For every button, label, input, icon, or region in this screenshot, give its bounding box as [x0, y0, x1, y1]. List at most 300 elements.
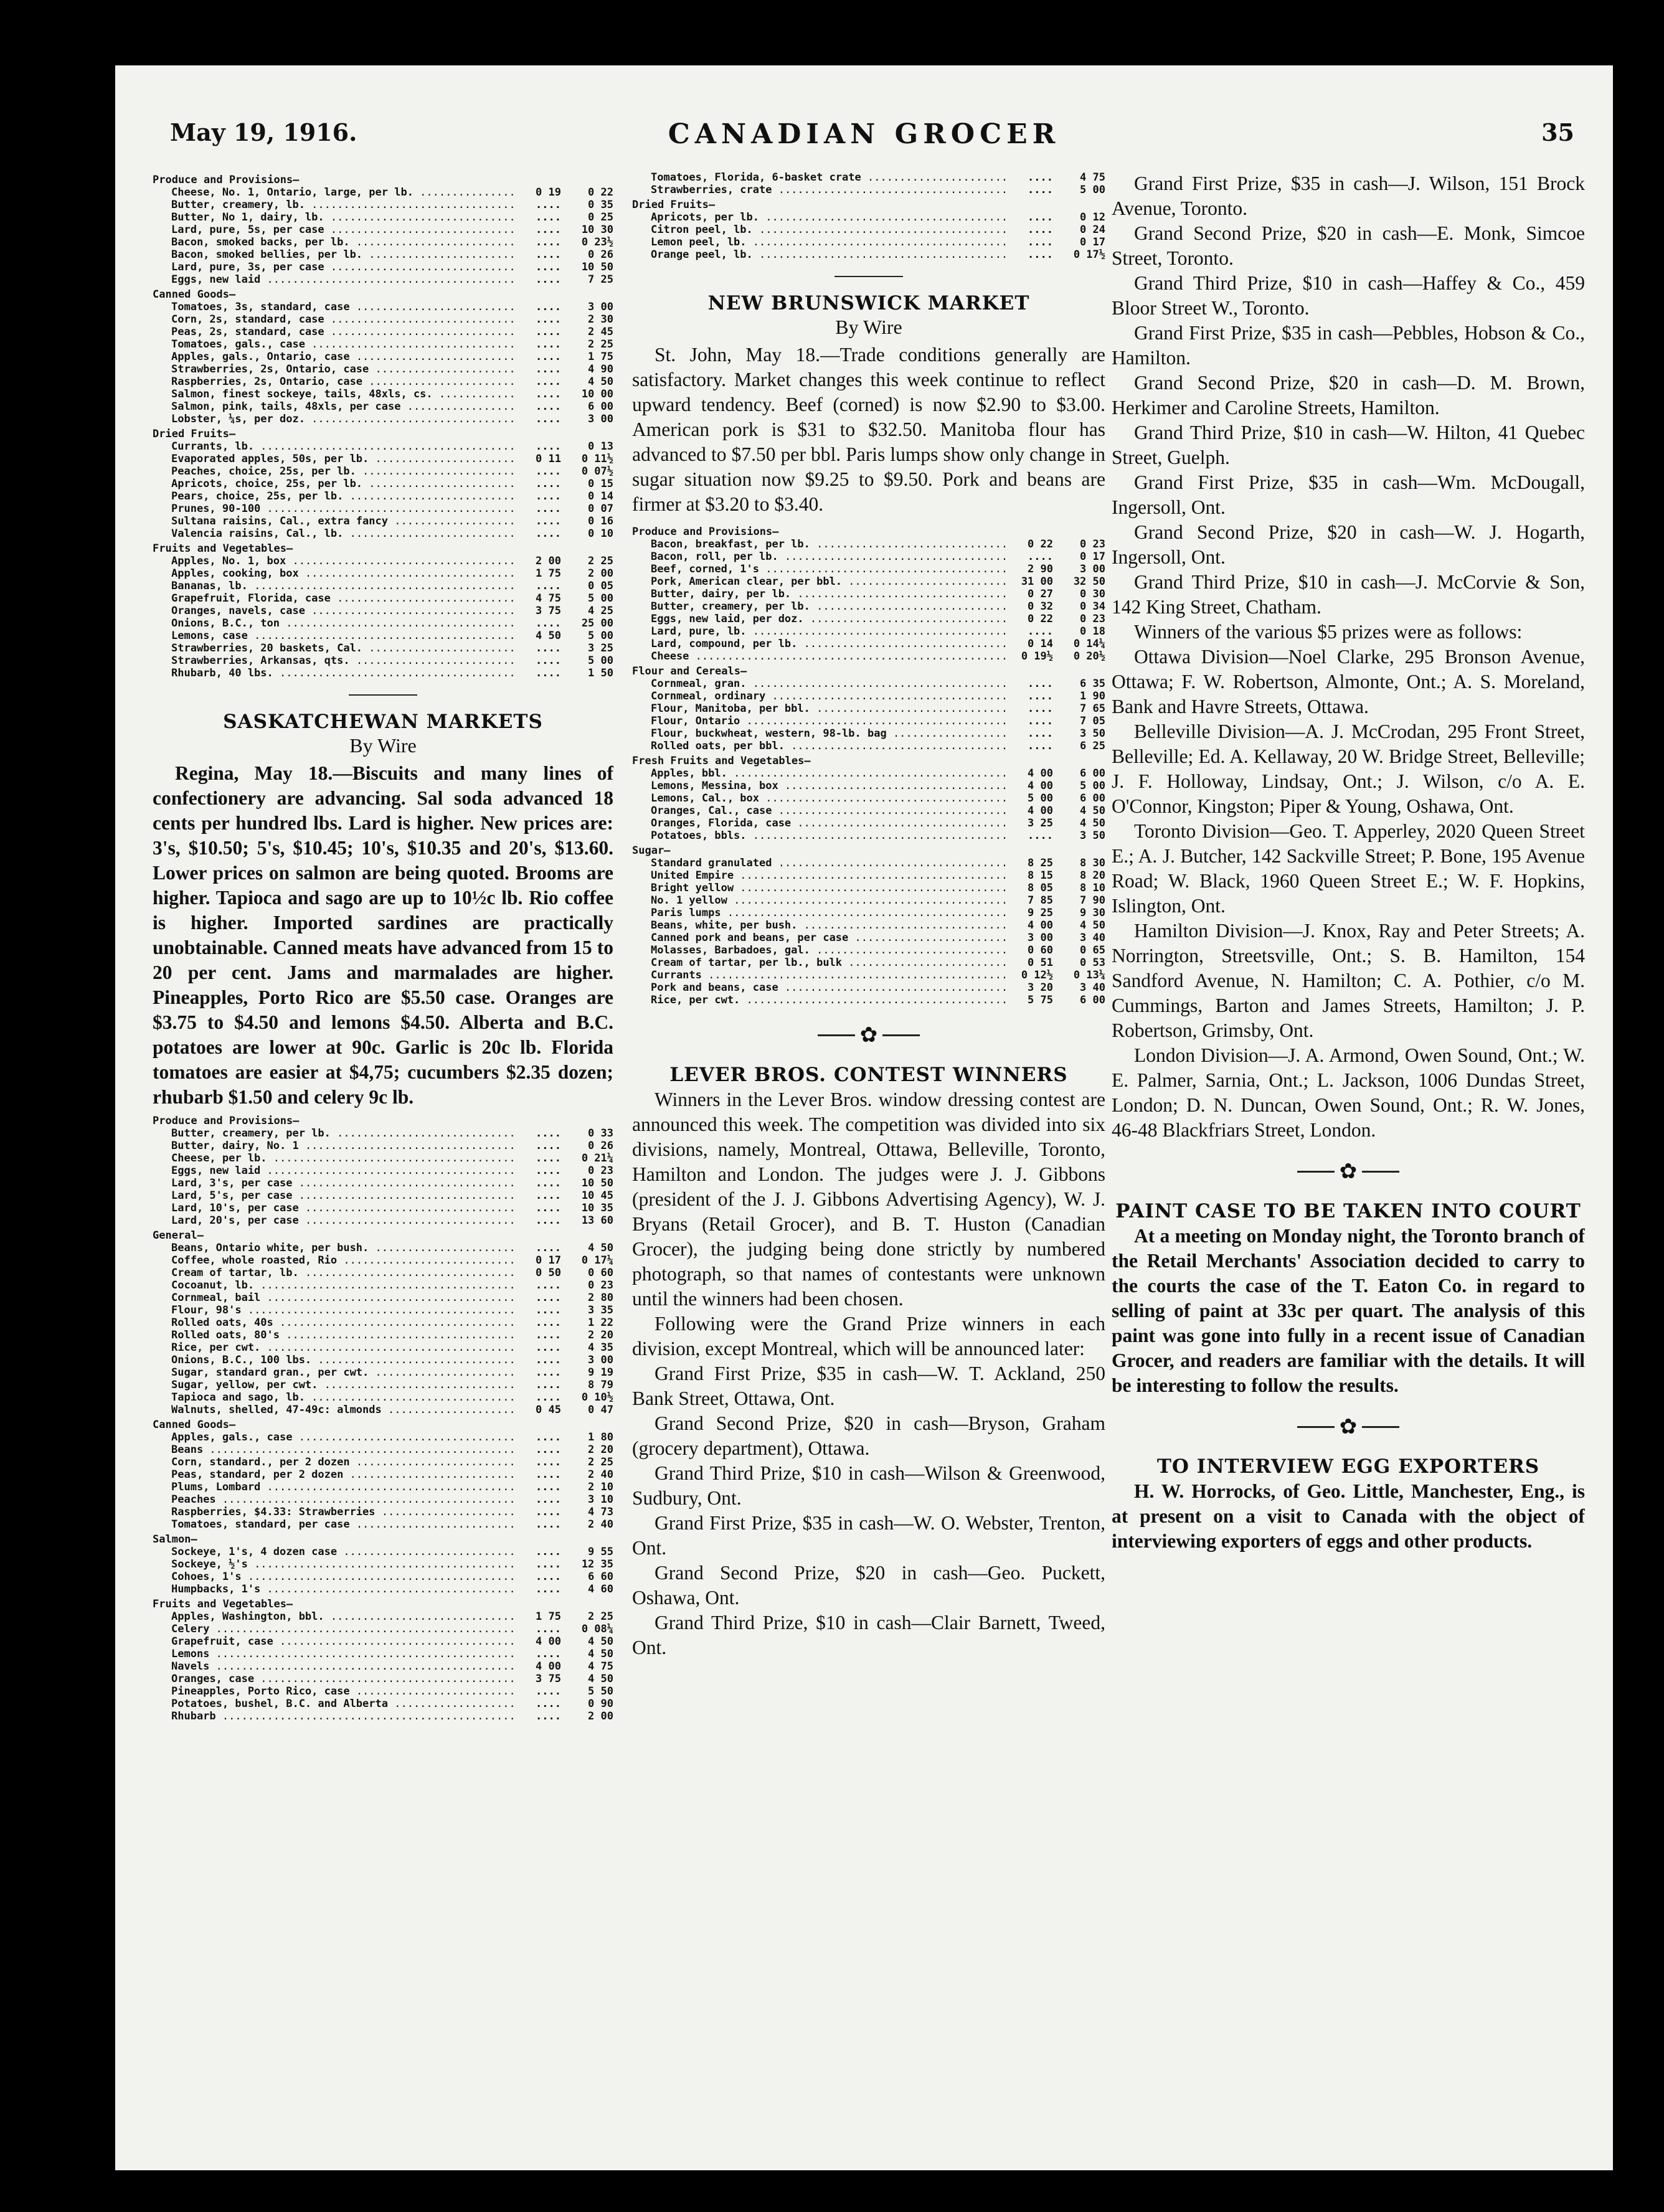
- price-row: [153, 1610, 613, 1623]
- price-item: Lemons, case .....: [171, 630, 518, 642]
- price-row: [632, 727, 1105, 740]
- price-item: Potatoes, bbls. .....: [651, 830, 1009, 842]
- price-row: [632, 171, 1105, 184]
- price-row: [153, 1189, 613, 1202]
- price-item: Butter, dairy, per lb. .....: [651, 588, 1009, 600]
- price-row: [153, 224, 613, 236]
- price-item: Rolled oats, 40s .....: [171, 1316, 518, 1329]
- price-high: 6 00: [588, 400, 613, 413]
- ontario-price-list: [153, 174, 613, 679]
- price-low: ....: [1028, 551, 1053, 563]
- price-row: [153, 630, 613, 642]
- price-row: [153, 555, 613, 567]
- article-paragraph: London Division—J. A. Armond, Owen Sound, Ont.; W. E. Palmer, Sarnia, Ont.; L. Jackson, 1006 Dundas Street, London; D. N. Duncan, Owen Sound, Ont.; R. W. Jones, 46-48 Blackfriars Street, London.: [1112, 1044, 1585, 1141]
- price-low: 3 75: [536, 605, 561, 617]
- article-paragraph: Grand Second Prize, $20 in cash—Geo. Puckett, Oshawa, Ont.: [632, 1562, 1105, 1609]
- ornament-divider: [1112, 1414, 1585, 1439]
- price-row: [153, 376, 613, 388]
- price-item: Lard, 10's, per case .....: [171, 1202, 518, 1214]
- price-row: [153, 655, 613, 667]
- price-low: ....: [1028, 830, 1053, 842]
- price-low: 1 75: [536, 1610, 561, 1623]
- new-brunswick-report: St. John, May 18.—Trade conditions generally are satisfactory. Market changes this week continue to reflect upward tendency. Beef (corned) is now $2.90 to $3.00. American pork is $31 to $32.50. Manitoba flour has advanced to $7.50 per bbl. Paris lumps show only change in sugar situation now $9.25 to $9.50. Pork and beans are firmer at $3.20 to $3.40.: [632, 344, 1105, 515]
- article-paragraph: Grand Third Prize, $10 in cash—Haffey & Co., 459 Bloor Street W., Toronto.: [1112, 272, 1585, 319]
- price-low: ....: [536, 503, 561, 515]
- price-category: Salmon—: [153, 1533, 197, 1546]
- article-paragraph: Grand Third Prize, $10 in cash—J. McCorvie & Son, 142 King Street, Chatham.: [1112, 571, 1585, 618]
- price-low: ....: [536, 1431, 561, 1444]
- saskatchewan-byline: By Wire: [349, 734, 417, 757]
- price-low: ....: [536, 301, 561, 313]
- price-row: [632, 650, 1105, 663]
- price-high: 4 75: [1080, 171, 1105, 184]
- price-item: Apples, gals., Ontario, case .....: [171, 351, 518, 363]
- price-high: 6 25: [1080, 740, 1105, 752]
- price-high: 6 00: [1080, 994, 1105, 1006]
- price-row: [153, 617, 613, 630]
- price-high: 2 00: [588, 567, 613, 580]
- price-row: [153, 1660, 613, 1673]
- price-low: ....: [536, 1493, 561, 1506]
- price-row: [153, 301, 613, 313]
- article-paragraph: Grand Third Prize, $10 in cash—Clair Barnett, Tweed, Ont.: [632, 1612, 1105, 1658]
- price-item: Bright yellow .....: [651, 882, 1009, 894]
- price-item: Citron peel, lb. .....: [651, 224, 1009, 236]
- price-item: Onions, B.C., ton .....: [171, 617, 518, 630]
- price-low: 0 22: [1028, 538, 1053, 551]
- price-low: ....: [536, 1506, 561, 1518]
- price-low: 2 90: [1028, 563, 1053, 575]
- price-row: [632, 830, 1105, 842]
- price-high: 4 60: [588, 1583, 613, 1595]
- price-item: Cohoes, 1's .....: [171, 1571, 518, 1583]
- price-row: [632, 563, 1105, 575]
- price-category: Produce and Provisions—: [153, 174, 300, 186]
- price-low: ....: [536, 1379, 561, 1391]
- article-paragraph: Grand First Prize, $35 in cash—Pebbles, Hobson & Co., Hamilton.: [1112, 322, 1585, 369]
- price-low: ....: [536, 465, 561, 478]
- price-row: [632, 894, 1105, 907]
- price-high: 4 50: [1080, 805, 1105, 817]
- price-item: Peaches, choice, 25s, per lb. .....: [171, 465, 518, 478]
- article-paragraph: Grand Third Prize, $10 in cash—W. Hilton, 41 Quebec Street, Guelph.: [1112, 422, 1585, 468]
- price-high: 2 00: [588, 1710, 613, 1723]
- price-item: Currants .....: [651, 969, 1009, 981]
- column-1: [153, 171, 613, 2152]
- price-row: [153, 1152, 613, 1165]
- price-item: Strawberries, crate .....: [651, 184, 1009, 196]
- price-low: ....: [536, 478, 561, 490]
- price-item: Walnuts, shelled, 47-49c: almonds .....: [171, 1404, 518, 1416]
- price-high: 0 17½: [1073, 248, 1105, 261]
- price-low: ....: [536, 1648, 561, 1660]
- price-row: [153, 1391, 613, 1404]
- price-item: Rolled oats, per bbl. .....: [651, 740, 1009, 752]
- price-high: 7 25: [588, 273, 613, 286]
- paint-case-heading: PAINT CASE TO BE TAKEN INTO COURT: [1115, 1200, 1581, 1222]
- price-row: [153, 1127, 613, 1140]
- price-row: [632, 236, 1105, 248]
- price-high: 2 80: [588, 1292, 613, 1304]
- price-row: [153, 1177, 613, 1189]
- price-item: Humpbacks, 1's .....: [171, 1583, 518, 1595]
- price-low: ....: [536, 388, 561, 400]
- price-item: Bacon, roll, per lb. .....: [651, 551, 1009, 563]
- price-category: Sugar—: [632, 844, 671, 857]
- price-item: Sugar, yellow, per cwt. .....: [171, 1379, 518, 1391]
- price-row: [153, 1506, 613, 1518]
- price-low: ....: [536, 667, 561, 679]
- paint-case-article: At a meeting on Monday night, the Toronto branch of the Retail Merchants' Association decided to carry to the courts the case of the T. Eaton Co. in regard to selling of paint at 33c per quart. The analysis of this paint was gone into fully in a recent issue of Canadian Grocer, and readers are familiar with the details. It will be interesting to follow the results.: [1112, 1225, 1585, 1396]
- price-item: Salmon, pink, tails, 48xls, per case .....: [171, 400, 518, 413]
- price-row: [632, 780, 1105, 792]
- price-item: Butter, No 1, dairy, lb. .....: [171, 211, 518, 224]
- price-high: 8 10: [1080, 882, 1105, 894]
- price-high: 2 25: [588, 338, 613, 351]
- price-low: ....: [536, 400, 561, 413]
- price-item: Tapioca and sago, lb. .....: [171, 1391, 518, 1404]
- price-row: [153, 1304, 613, 1316]
- price-low: ....: [1028, 678, 1053, 690]
- price-row: [153, 527, 613, 540]
- price-low: ....: [536, 1316, 561, 1329]
- price-high: 2 40: [588, 1468, 613, 1481]
- price-high: 6 00: [1080, 767, 1105, 780]
- price-row: [153, 1571, 613, 1583]
- price-item: Lard, 5's, per case .....: [171, 1189, 518, 1202]
- price-item: Pineapples, Porto Rico, case .....: [171, 1685, 518, 1698]
- article-paragraph: Ottawa Division—Noel Clarke, 295 Bronson Avenue, Ottawa; F. W. Robertson, Almonte, Ont.; A. S. Moreland, Bank and Havre Streets, Ottawa.: [1112, 646, 1585, 717]
- price-row: [153, 1546, 613, 1558]
- price-item: Grapefruit, case .....: [171, 1635, 518, 1648]
- price-row: [153, 642, 613, 655]
- egg-exporters-heading: TO INTERVIEW EGG EXPORTERS: [1156, 1455, 1540, 1478]
- price-low: ....: [1028, 727, 1053, 740]
- price-item: Cheese, No. 1, Ontario, large, per lb. .....: [171, 186, 518, 199]
- price-item: Bacon, breakfast, per lb. .....: [651, 538, 1009, 551]
- price-row: [632, 575, 1105, 588]
- page-number: 35: [1541, 118, 1574, 146]
- price-low: ....: [536, 248, 561, 261]
- price-high: 0 26: [588, 248, 613, 261]
- price-high: 0 17: [1080, 551, 1105, 563]
- new-brunswick-byline: By Wire: [835, 316, 902, 338]
- price-high: 5 50: [588, 1685, 613, 1698]
- article-paragraph: Hamilton Division—J. Knox, Ray and Peter Streets; A. Norrington, Streetsville, Ont.; S. B. Hamilton, 154 Sandford Avenue, N. Hamilton; C. A. Pothier, c/o M. Cummings, Barton and James Streets, Hamilton; J. P. Robertson, Grimsby, Ont.: [1112, 920, 1585, 1041]
- price-low: 4 75: [536, 592, 561, 605]
- price-category: Produce and Provisions—: [632, 526, 779, 538]
- price-high: 4 35: [588, 1341, 613, 1354]
- price-high: 9 30: [1080, 907, 1105, 919]
- price-row: [632, 613, 1105, 625]
- price-low: ....: [536, 1518, 561, 1531]
- price-high: 2 30: [588, 313, 613, 326]
- price-item: Butter, dairy, No. 1 .....: [171, 1140, 518, 1152]
- price-item: Oranges, Cal., case .....: [651, 805, 1009, 817]
- price-high: 25 00: [581, 617, 613, 630]
- lever-contest-article-continued: [1112, 171, 1585, 1143]
- price-row: [153, 413, 613, 425]
- price-row: [632, 817, 1105, 830]
- price-item: Lard, pure, 5s, per case .....: [171, 224, 518, 236]
- price-high: 0 05: [588, 580, 613, 592]
- price-item: Butter, creamery, lb. .....: [171, 199, 518, 211]
- price-row: [153, 199, 613, 211]
- price-item: Raspberries, 2s, Ontario, case .....: [171, 376, 518, 388]
- price-high: 2 20: [588, 1329, 613, 1341]
- price-low: 0 19: [536, 186, 561, 199]
- article-paragraph: Grand First Prize, $35 in cash—W. T. Ackland, 250 Bank Street, Ottawa, Ont.: [632, 1363, 1105, 1409]
- price-low: 0 32: [1028, 600, 1053, 613]
- price-high: 4 50: [588, 1673, 613, 1685]
- lever-contest-article: [632, 1087, 1105, 1660]
- price-low: ....: [1028, 211, 1053, 224]
- price-high: 0 07: [588, 503, 613, 515]
- price-low: 2 00: [536, 555, 561, 567]
- price-low: ....: [536, 1710, 561, 1723]
- price-row: [153, 1379, 613, 1391]
- price-item: Apples, No. 1, box .....: [171, 555, 518, 567]
- price-high: 13 60: [581, 1214, 613, 1227]
- price-low: 4 00: [1028, 805, 1053, 817]
- price-item: Peas, 2s, standard, case .....: [171, 326, 518, 338]
- price-high: 0 13¼: [1073, 969, 1105, 981]
- price-high: 9 19: [588, 1366, 613, 1379]
- saskatchewan-report: Regina, May 18.—Biscuits and many lines of confectionery are advancing. Sal soda advanced 18 cents per hundred lbs. Lard is higher. New prices are: 3's, $10.50; 5's, $10.45; 10's, $10.35 and 20's, $13.60. Lower prices on salmon are being quoted. Brooms are higher. Tapioca and sago are up to 10½c lb. Rio coffee is higher. Imported sardines are practically unobtainable. Canned meats have advanced from 15 to 20 per cent. Jams and marmalades are higher. Pineapples, Porto Rico are $5.50 case. Oranges are $3.75 to $4.50 and lemons $4.50. Alberta and B.C. potatoes are lower at 90c. Garlic is 20c lb. Florida tomatoes are easier at $4,75; cucumbers $2.35 dozen; rhubarb $1.50 and celery 9c lb.: [153, 762, 613, 1108]
- price-high: 5 00: [588, 592, 613, 605]
- price-low: 0 17: [536, 1254, 561, 1267]
- section-divider: [834, 276, 903, 277]
- price-category: Canned Goods—: [153, 1419, 236, 1431]
- price-row: [632, 184, 1105, 196]
- price-low: ....: [536, 655, 561, 667]
- price-high: 10 50: [581, 1177, 613, 1189]
- price-high: 0 17¼: [581, 1254, 613, 1267]
- price-row: [153, 1444, 613, 1456]
- price-low: ....: [536, 1558, 561, 1571]
- price-item: Bacon, smoked backs, per lb. .....: [171, 236, 518, 248]
- price-item: Oranges, navels, case .....: [171, 605, 518, 617]
- price-item: Celery .....: [171, 1623, 518, 1635]
- article-paragraph: Grand First Prize, $35 in cash—J. Wilson, 151 Brock Avenue, Toronto.: [1112, 173, 1585, 219]
- price-item: Rhubarb .....: [171, 1710, 518, 1723]
- price-low: ....: [536, 1202, 561, 1214]
- article-paragraph: Grand Second Prize, $20 in cash—D. M. Brown, Herkimer and Caroline Streets, Hamilton.: [1112, 372, 1585, 418]
- price-low: 3 25: [1028, 817, 1053, 830]
- price-high: 0 47: [588, 1404, 613, 1416]
- price-item: Molasses, Barbadoes, gal. .....: [651, 944, 1009, 957]
- price-row: [153, 1316, 613, 1329]
- article-paragraph: Winners of the various $5 prizes were as follows:: [1134, 621, 1523, 643]
- price-item: Potatoes, bushel, B.C. and Alberta .....: [171, 1698, 518, 1710]
- price-low: ....: [1028, 625, 1053, 638]
- price-row: [153, 186, 613, 199]
- price-item: Cream of tartar, per lb., bulk .....: [651, 957, 1009, 969]
- price-low: 1 75: [536, 567, 561, 580]
- price-low: 4 00: [1028, 919, 1053, 932]
- price-row: [153, 1165, 613, 1177]
- price-high: 10 00: [581, 388, 613, 400]
- price-high: 7 05: [1080, 715, 1105, 727]
- price-row: [632, 551, 1105, 563]
- price-low: 3 75: [536, 1673, 561, 1685]
- price-row: [153, 1292, 613, 1304]
- price-row: [153, 592, 613, 605]
- price-high: 10 30: [581, 224, 613, 236]
- price-row: [153, 667, 613, 679]
- flower-ornament-icon: ✿: [859, 1023, 878, 1047]
- price-row: [153, 1456, 613, 1468]
- price-high: 3 40: [1080, 981, 1105, 994]
- price-high: 3 00: [588, 413, 613, 425]
- price-low: 4 00: [1028, 767, 1053, 780]
- price-item: Sultana raisins, Cal., extra fancy .....: [171, 515, 518, 527]
- price-row: [632, 600, 1105, 613]
- price-high: 2 20: [588, 1444, 613, 1456]
- price-low: ....: [536, 1177, 561, 1189]
- price-item: Flour, buckwheat, western, 98-lb. bag .....: [651, 727, 1009, 740]
- price-high: 0 18: [1080, 625, 1105, 638]
- price-row: [153, 440, 613, 453]
- price-high: 10 35: [581, 1202, 613, 1214]
- price-high: 0 34: [1080, 600, 1105, 613]
- price-high: 0 13: [588, 440, 613, 453]
- new-brunswick-price-list: [632, 526, 1105, 1006]
- price-low: 5 00: [1028, 792, 1053, 805]
- price-category: Fresh Fruits and Vegetables—: [632, 755, 811, 767]
- price-low: ....: [536, 1329, 561, 1341]
- price-low: 31 00: [1021, 575, 1053, 588]
- price-high: 0 12: [1080, 211, 1105, 224]
- price-row: [632, 715, 1105, 727]
- price-row: [153, 1518, 613, 1531]
- price-row: [632, 224, 1105, 236]
- price-row: [153, 1583, 613, 1595]
- newspaper-page: [115, 65, 1613, 2170]
- price-row: [153, 248, 613, 261]
- price-high: 1 50: [588, 667, 613, 679]
- price-high: 4 50: [1080, 919, 1105, 932]
- issue-date: May 19, 1916.: [170, 118, 357, 146]
- price-high: 0 15: [588, 478, 613, 490]
- price-row: [153, 1431, 613, 1444]
- price-high: 0 30: [1080, 588, 1105, 600]
- price-item: Pears, choice, 25s, per lb. .....: [171, 490, 518, 503]
- price-low: 3 00: [1028, 932, 1053, 944]
- article-paragraph: Grand Second Prize, $20 in cash—W. J. Hogarth, Ingersoll, Ont.: [1112, 521, 1585, 568]
- price-high: 4 50: [588, 376, 613, 388]
- price-item: Tomatoes, gals., case .....: [171, 338, 518, 351]
- article-paragraph: Grand First Prize, $35 in cash—W. O. Webster, Trenton, Ont.: [632, 1512, 1105, 1559]
- price-low: ....: [536, 1698, 561, 1710]
- price-low: 4 00: [536, 1635, 561, 1648]
- price-row: [632, 211, 1105, 224]
- price-item: Bananas, lb. .....: [171, 580, 518, 592]
- price-low: ....: [536, 1583, 561, 1595]
- price-low: ....: [536, 1341, 561, 1354]
- price-item: Pork, American clear, per bbl. .....: [651, 575, 1009, 588]
- price-row: [153, 338, 613, 351]
- price-row: [153, 1341, 613, 1354]
- price-item: Eggs, new laid, per doz. .....: [651, 613, 1009, 625]
- article-paragraph: Belleville Division—A. J. McCrodan, 295 Front Street, Belleville; Ed. A. Kellaway, 20 W. Bridge Street, Belleville; J. F. Holloway, Lindsay, Ont.; J. Wilson, c/o A. E. O'Connor, Kingston; Piper & Young, Oshawa, Ont.: [1112, 721, 1585, 817]
- price-high: 0 24: [1080, 224, 1105, 236]
- price-high: 8 30: [1080, 857, 1105, 869]
- price-item: United Empire .....: [651, 869, 1009, 882]
- price-high: 1 80: [588, 1431, 613, 1444]
- price-row: [632, 981, 1105, 994]
- price-high: 7 90: [1080, 894, 1105, 907]
- price-category: General—: [153, 1229, 204, 1242]
- lever-contest-heading: LEVER BROS. CONTEST WINNERS: [669, 1064, 1068, 1086]
- price-high: 4 25: [588, 605, 613, 617]
- flower-ornament-icon: ✿: [1339, 1414, 1358, 1439]
- price-high: 8 20: [1080, 869, 1105, 882]
- price-item: Grapefruit, Florida, case .....: [171, 592, 518, 605]
- price-item: Beef, corned, 1's .....: [651, 563, 1009, 575]
- price-low: ....: [1028, 715, 1053, 727]
- price-item: Onions, B.C., 100 lbs. .....: [171, 1354, 518, 1366]
- price-low: ....: [536, 224, 561, 236]
- price-high: 1 22: [588, 1316, 613, 1329]
- price-item: Apples, gals., case .....: [171, 1431, 518, 1444]
- price-item: Cocoanut, lb. .....: [171, 1279, 518, 1292]
- price-item: Beans .....: [171, 1444, 518, 1456]
- price-row: [153, 515, 613, 527]
- price-row: [153, 567, 613, 580]
- price-high: 0 22: [588, 186, 613, 199]
- price-low: ....: [1028, 690, 1053, 702]
- price-low: ....: [536, 515, 561, 527]
- price-item: Apricots, per lb. .....: [651, 211, 1009, 224]
- price-high: 0 08¼: [581, 1623, 613, 1635]
- price-low: 7 85: [1028, 894, 1053, 907]
- price-low: ....: [1028, 224, 1053, 236]
- price-low: 9 25: [1028, 907, 1053, 919]
- price-row: [153, 1710, 613, 1723]
- price-low: ....: [536, 1279, 561, 1292]
- price-row: [153, 1635, 613, 1648]
- price-high: 5 00: [588, 655, 613, 667]
- price-item: Flour, Ontario .....: [651, 715, 1009, 727]
- price-category: Dried Fruits—: [632, 199, 716, 211]
- price-item: Cornmeal, bail .....: [171, 1292, 518, 1304]
- price-item: Lard, pure, 3s, per case .....: [171, 261, 518, 273]
- price-item: Valencia raisins, Cal., lb. .....: [171, 527, 518, 540]
- price-row: [153, 1558, 613, 1571]
- price-low: ....: [536, 351, 561, 363]
- price-row: [632, 588, 1105, 600]
- price-item: Lard, 20's, per case .....: [171, 1214, 518, 1227]
- price-item: Apples, Washington, bbl. .....: [171, 1610, 518, 1623]
- price-high: 0 25: [588, 211, 613, 224]
- price-row: [153, 1493, 613, 1506]
- price-item: Apricots, choice, 25s, per lb. .....: [171, 478, 518, 490]
- price-row: [632, 638, 1105, 650]
- price-row: [153, 1623, 613, 1635]
- price-item: Lemons .....: [171, 1648, 518, 1660]
- price-row: [153, 1214, 613, 1227]
- price-low: ....: [536, 1189, 561, 1202]
- price-item: Cream of tartar, lb. .....: [171, 1267, 518, 1279]
- price-high: 2 25: [588, 555, 613, 567]
- price-high: 32 50: [1073, 575, 1105, 588]
- price-low: ....: [536, 1152, 561, 1165]
- price-row: [632, 857, 1105, 869]
- price-item: Plums, Lombard .....: [171, 1481, 518, 1493]
- price-row: [153, 1468, 613, 1481]
- price-high: 6 35: [1080, 678, 1105, 690]
